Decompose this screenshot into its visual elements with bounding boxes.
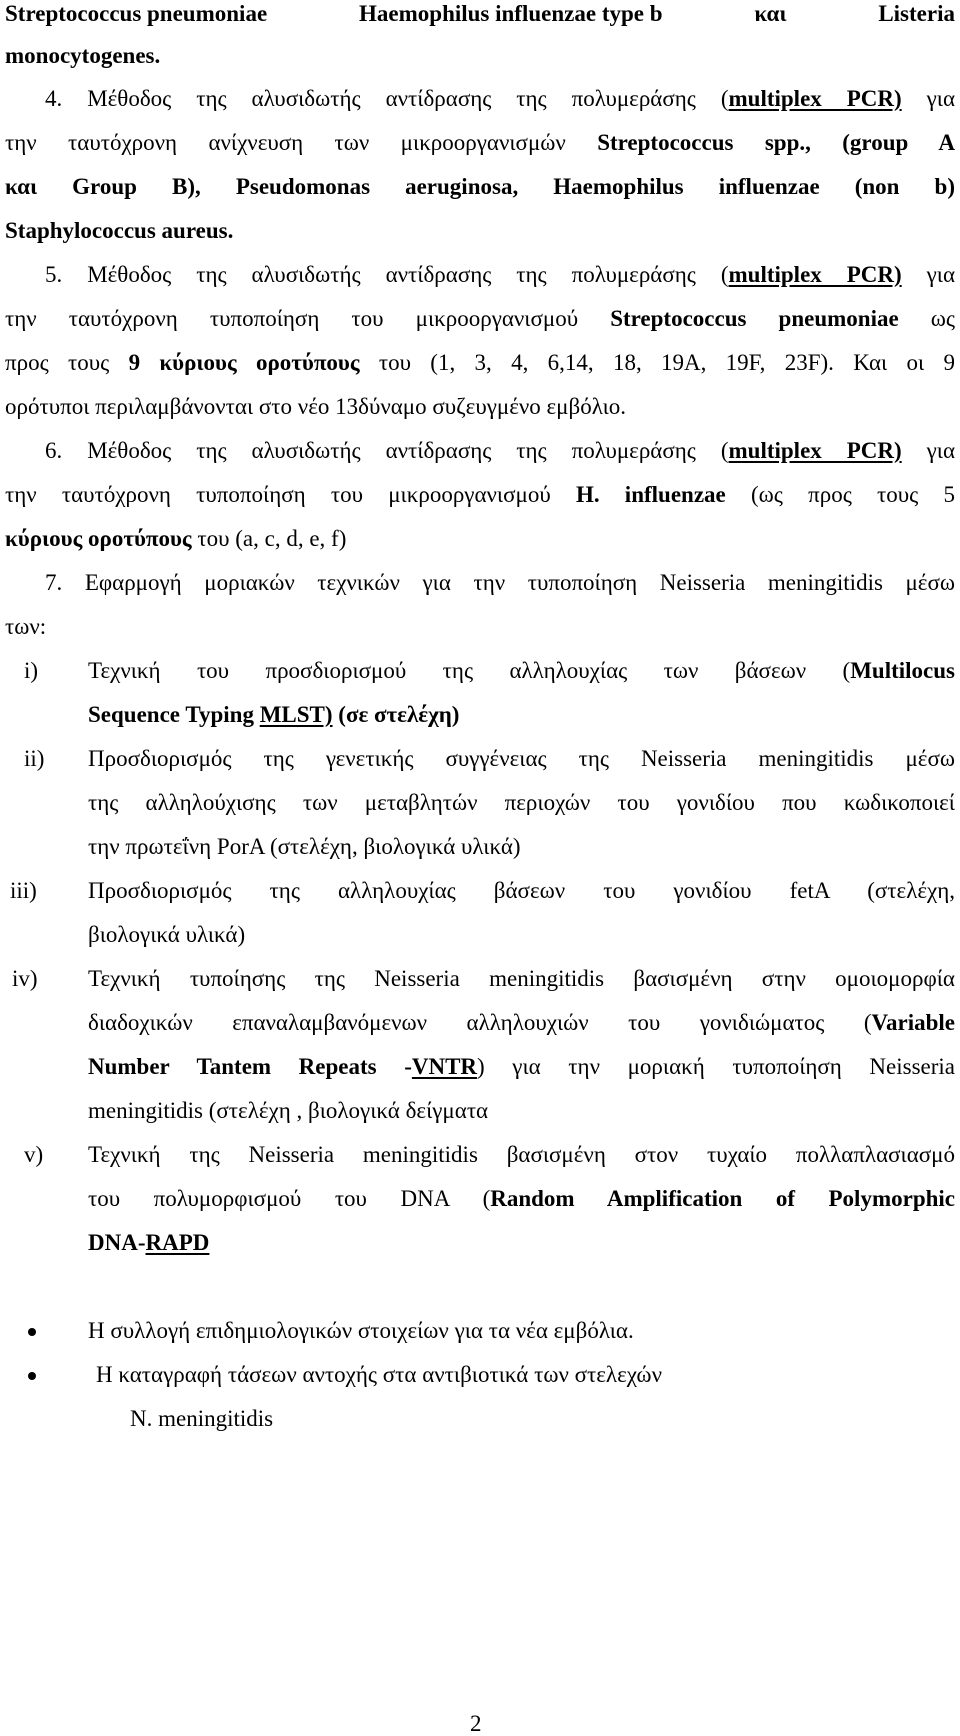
section-6-line-2: την ταυτόχρονη τυποποίηση του μικροοργανισμού H. influenzae (ως προς τους 5 (5, 482, 955, 507)
section-5-line-2: την ταυτόχρονη τυποποίηση του μικροοργανισμού Streptococcus pneumoniae ως (5, 306, 955, 331)
bullet-icon (28, 1372, 36, 1380)
list-item-label: v) (24, 1142, 44, 1167)
list-item-line: meningitidis (στελέχη , βιολογικά δείγματα (88, 1098, 489, 1123)
section-4-line-1: 4. Μέθοδος της αλυσιδωτής αντίδρασης της πολυμεράσης (multiplex PCR) για (45, 86, 955, 111)
section-4-line-2: την ταυτόχρονη ανίχνευση των μικροοργανισμών Streptococcus spp., (group A (5, 130, 955, 155)
list-item-label: iii) (10, 878, 37, 903)
section-5-line-4: ορότυποι περιλαμβάνονται στο νέο 13δύναμο συζευγμένο εμβόλιο. (5, 394, 627, 419)
list-item-line: του πολυμορφισμού του DNA (Random Amplification of Polymorphic (88, 1186, 955, 1211)
section-7-line-1: 7. Εφαρμογή μοριακών τεχνικών για την τυποποίηση Neisseria meningitidis μέσω (45, 570, 955, 595)
paragraph-line (5, 2, 955, 25)
organism-name: Streptococcus pneumoniae (610, 306, 899, 331)
serotype-label: κύριους οροτύπους (5, 526, 192, 551)
paragraph-line (5, 44, 160, 67)
organism-name: Staphylococcus aureus. (5, 218, 234, 243)
list-item-line: την πρωτεΐνη PorA (στελέχη, βιολογικά υλικά) (88, 834, 521, 859)
conjunction: και (754, 1, 787, 26)
list-item-line: διαδοχικών επαναλαμβανόμενων αλληλουχιών του γονιδιώματος (Variable (88, 1010, 955, 1035)
organism-name: Streptococcus spp. (597, 130, 806, 155)
section-5-line-3: προς τους 9 κύριους οροτύπους του (1, 3, 4, 6,14, 18, 19A, 19F, 23F). Και οι 9 (5, 350, 955, 375)
list-item-line: Τεχνική του προσδιορισμού της αλληλουχίας των βάσεων (Multilocus (88, 658, 955, 683)
bullet-icon (28, 1328, 36, 1336)
section-7-line-2: των: (5, 614, 47, 639)
serotype-count: 9 κύριους οροτύπους (128, 350, 360, 375)
list-item-label: iv) (12, 966, 38, 991)
list-item-label: ii) (24, 746, 45, 771)
list-item-line: της αλληλούχισης των μεταβλητών περιοχών του γονιδίου που κωδικοποιεί (88, 790, 955, 815)
list-item-line: DNA-RAPD (88, 1230, 210, 1255)
list-item-line: Τεχνική της Neisseria meningitidis βασισμένη στον τυχαίο πολλαπλασιασμό (88, 1142, 955, 1167)
organism-name: Streptococcus pneumoniae (5, 1, 268, 26)
method-name: multiplex PCR) (728, 438, 902, 463)
list-item-line: βιολογικά υλικά) (88, 922, 246, 947)
organism-name: monocytogenes. (5, 43, 161, 68)
bullet-item: Η καταγραφή τάσεων αντοχής στα αντιβιοτικά των στελεχών (96, 1362, 662, 1387)
organism-name: Listeria (878, 1, 955, 26)
list-item-line: Sequence Typing MLST) (σε στελέχη) (88, 702, 460, 727)
bullet-item-continuation: N. meningitidis (130, 1406, 274, 1431)
section-4-line-4 (5, 219, 233, 242)
method-name: multiplex PCR) (728, 262, 902, 287)
section-6-line-3: κύριους οροτύπους του (a, c, d, e, f) (5, 526, 347, 551)
list-item-line: Τεχνική τυποίησης της Neisseria meningitidis βασισμένη στην ομοιομορφία (88, 966, 955, 991)
method-name: multiplex PCR) (728, 86, 902, 111)
page-number: 2 (470, 1711, 482, 1736)
organism-list: Group B), Pseudomonas aeruginosa, Haemophilus influenzae (non b) (72, 174, 955, 199)
section-5-line-1: 5. Μέθοδος της αλυσιδωτής αντίδρασης της πολυμεράσης (multiplex PCR) για (45, 262, 955, 287)
section-6-line-1: 6. Μέθοδος της αλυσιδωτής αντίδρασης της πολυμεράσης (multiplex PCR) για (45, 438, 955, 463)
bullet-item: Η συλλογή επιδημιολογικών στοιχείων για τα νέα εμβόλια. (88, 1318, 634, 1343)
organism-name: Haemophilus influenzae type b (359, 1, 663, 26)
list-item-line: Number Tantem Repeats -VNTR) για την μοριακή τυποποίηση Neisseria (88, 1054, 956, 1079)
list-item-line: Προσδιορισμός της γενετικής συγγένειας της Neisseria meningitidis μέσω (88, 746, 955, 771)
organism-name: H. influenzae (575, 482, 726, 507)
acronym: MLST) (259, 702, 333, 727)
list-item-label: i) (24, 658, 39, 683)
acronym: VNTR (411, 1054, 478, 1079)
list-item-line: Προσδιορισμός της αλληλουχίας βάσεων του γονιδίου fetA (στελέχη, (88, 878, 955, 903)
section-4-line-3: και Group B), Pseudomonas aeruginosa, Haemophilus influenzae (non b) (5, 174, 955, 199)
acronym: RAPD (145, 1230, 210, 1255)
